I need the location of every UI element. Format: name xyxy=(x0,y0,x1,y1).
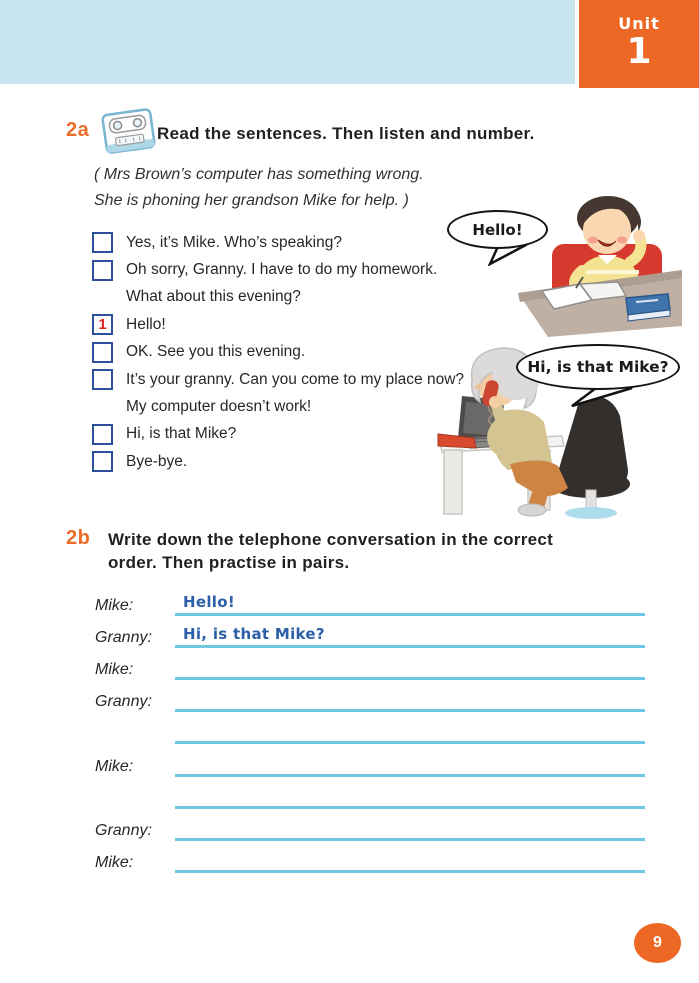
list-item xyxy=(92,366,464,393)
answer-line[interactable] xyxy=(175,784,645,809)
list-item xyxy=(92,421,464,448)
conversation-row xyxy=(95,654,645,686)
answer-checkbox[interactable] xyxy=(92,369,113,390)
scene-description-line1: ( Mrs Brown’s computer has something wrong. xyxy=(94,166,424,183)
sentence-text: It’s your granny. Can you come to my place now? xyxy=(126,370,465,388)
speech-bubble-boy xyxy=(447,210,548,249)
speech-bubble-granny-text: Hi, is that Mike? xyxy=(527,358,669,376)
answer-checkbox[interactable] xyxy=(92,424,113,445)
unit-number: 1 xyxy=(626,31,652,72)
section-2a-label: 2a xyxy=(66,119,90,141)
list-item xyxy=(92,393,464,420)
office-chair xyxy=(550,396,630,519)
answer-checkbox[interactable] xyxy=(92,260,113,281)
speaker-label: Mike: xyxy=(95,853,134,871)
unit-label: Unit xyxy=(618,14,660,33)
answer-line[interactable] xyxy=(175,848,645,873)
boy-figure xyxy=(574,196,645,289)
speaker-label: Granny: xyxy=(95,629,152,647)
cassette-tape-icon xyxy=(97,102,160,166)
speech-bubble-granny xyxy=(516,344,680,390)
sentence-text: OK. See you this evening. xyxy=(126,343,306,361)
answer-line[interactable] xyxy=(175,719,645,744)
sentence-text: Yes, it’s Mike. Who’s speaking? xyxy=(126,233,342,251)
conversation-row xyxy=(95,718,645,750)
section-2b-title-line2: order. Then practise in pairs. xyxy=(108,553,350,572)
section-2b-label: 2b xyxy=(66,527,91,549)
speaker-label: Mike: xyxy=(95,597,134,615)
answer-checkbox[interactable] xyxy=(92,314,113,335)
sentence-text: What about this evening? xyxy=(126,288,301,306)
page-number: 9 xyxy=(653,934,662,951)
answer-line[interactable] xyxy=(175,687,645,712)
section-2a-title: Read the sentences. Then listen and number. xyxy=(157,124,535,143)
list-item xyxy=(92,256,464,283)
sentence-list xyxy=(92,229,464,476)
answer-line[interactable] xyxy=(175,816,645,841)
checkbox-number: 1 xyxy=(98,316,107,334)
list-item xyxy=(92,339,464,366)
blue-book xyxy=(626,294,670,321)
handwritten-answer: Hi, is that Mike? xyxy=(183,625,325,644)
answer-line[interactable] xyxy=(175,623,645,648)
speaker-label: Mike: xyxy=(95,757,134,775)
header-band xyxy=(0,0,575,84)
unit-tab xyxy=(579,0,699,88)
sentence-text: Hello! xyxy=(126,315,166,333)
conversation-row xyxy=(95,750,645,782)
answer-checkbox[interactable] xyxy=(92,232,113,253)
sentence-text: Oh sorry, Granny. I have to do my homework. xyxy=(126,261,438,279)
answer-line[interactable] xyxy=(175,655,645,680)
scene-description-line2: She is phoning her grandson Mike for help. ) xyxy=(94,192,409,209)
scene-description xyxy=(94,162,424,214)
speaker-label: Granny: xyxy=(95,693,152,711)
handwritten-answer: Hello! xyxy=(183,593,235,612)
list-item xyxy=(92,284,464,311)
section-2b-title xyxy=(108,528,683,574)
list-item xyxy=(92,448,464,475)
page-number-badge xyxy=(634,923,681,963)
conversation-row xyxy=(95,622,645,654)
sentence-text: My computer doesn’t work! xyxy=(126,398,312,416)
speaker-label: Mike: xyxy=(95,661,134,679)
sentence-text: Bye-bye. xyxy=(126,452,188,470)
answer-checkbox[interactable] xyxy=(92,451,113,472)
answer-checkbox[interactable] xyxy=(92,342,113,363)
conversation-row xyxy=(95,686,645,718)
answer-line[interactable] xyxy=(175,752,645,777)
conversation-row xyxy=(95,815,645,847)
conversation-row xyxy=(95,590,645,622)
list-item xyxy=(92,229,464,256)
conversation-row xyxy=(95,847,645,879)
conversation-row xyxy=(95,783,645,815)
answer-line[interactable] xyxy=(175,591,645,616)
sentence-text: Hi, is that Mike? xyxy=(126,425,237,443)
conversation-writing-area xyxy=(95,590,645,879)
speaker-label: Granny: xyxy=(95,821,152,839)
section-2b-title-line1: Write down the telephone conversation in the correct xyxy=(108,530,554,549)
speech-bubble-boy-text: Hello! xyxy=(472,220,523,239)
list-item xyxy=(92,311,464,338)
